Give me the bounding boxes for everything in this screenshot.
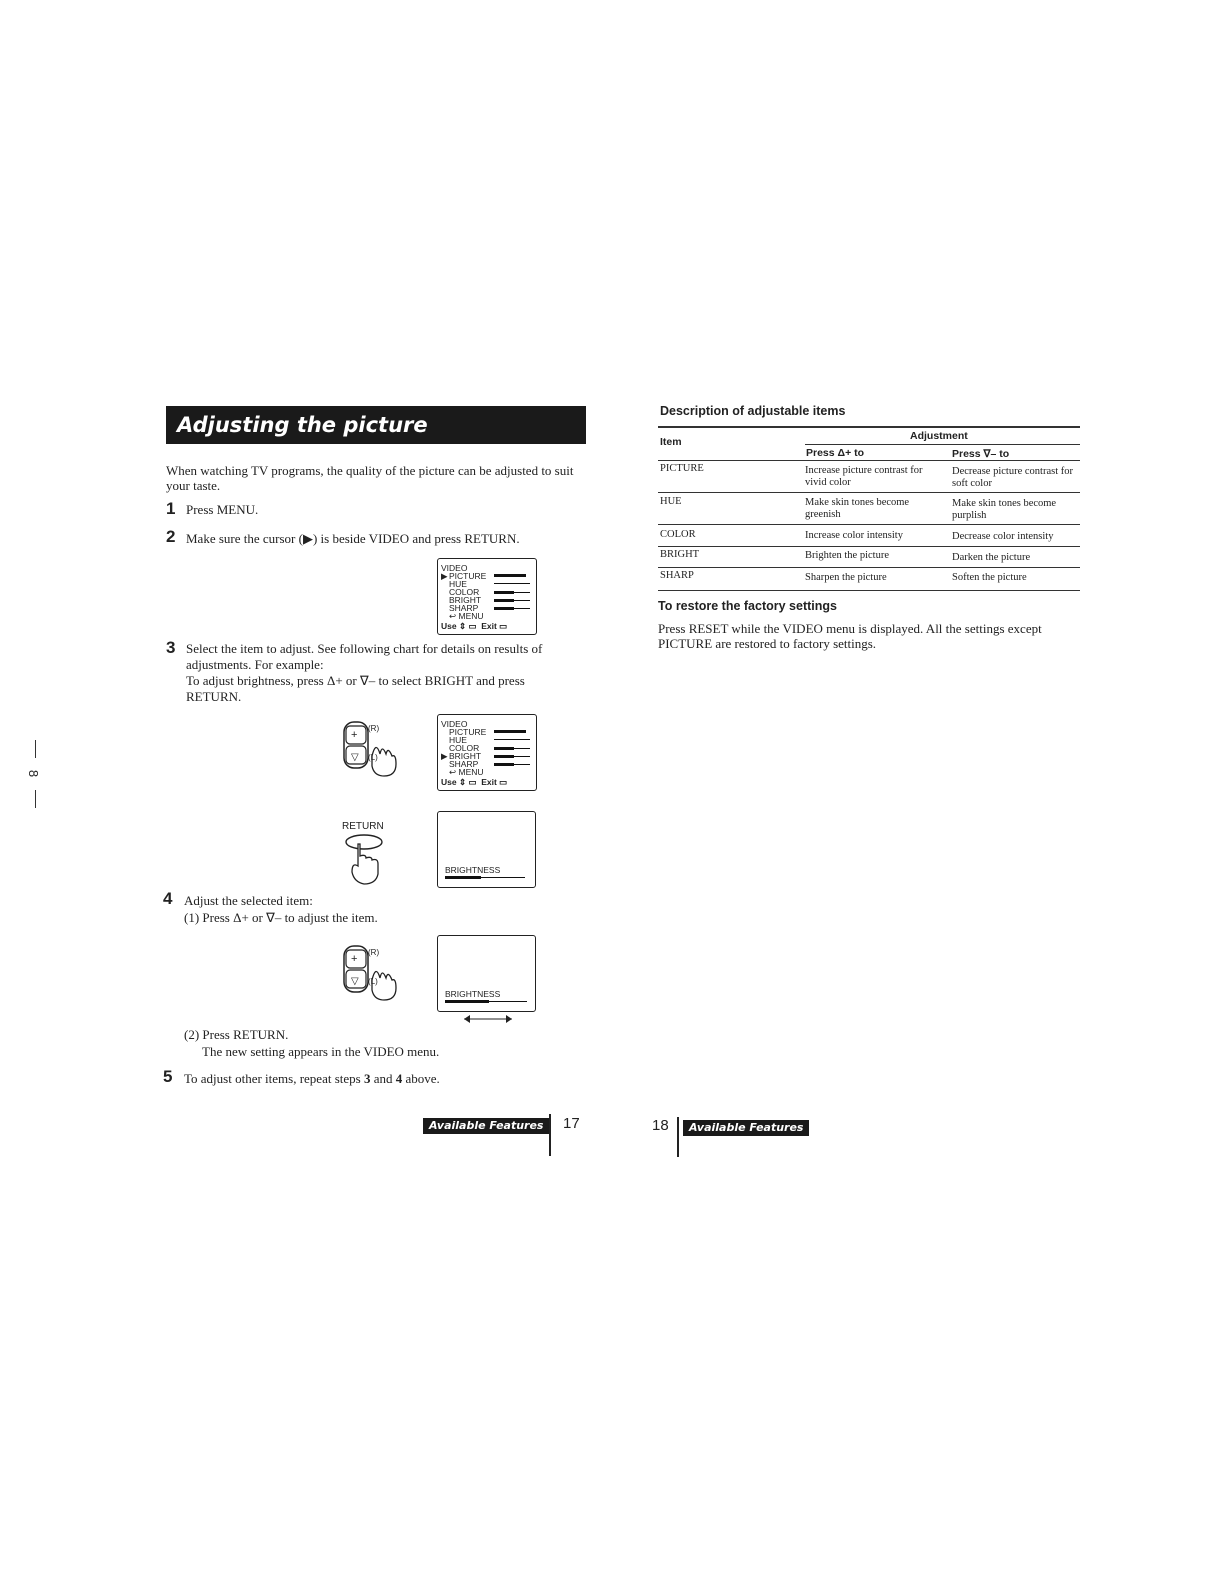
hue-level-line (494, 583, 530, 584)
table-cell-plus: Brighten the picture (805, 550, 889, 561)
osd-exit-label: Exit (481, 621, 497, 631)
margin-mark: 8 (26, 769, 42, 778)
osd-use-label: Use (441, 621, 457, 631)
video-menu-screen-2 (437, 714, 537, 791)
table-cell-plus: Increase color intensity (805, 530, 903, 541)
page-title: Adjusting the picture (166, 406, 586, 444)
osd-item-picture: PICTURE (449, 727, 487, 737)
svg-text:+: + (351, 729, 358, 741)
osd-title: VIDEO (441, 719, 468, 729)
brightness-screen-2 (437, 935, 536, 1012)
remote-r-label: (R) (368, 948, 380, 957)
page-number: 17 (563, 1115, 580, 1132)
remote-l-label: (L) (368, 753, 378, 762)
svg-text:▽: ▽ (351, 976, 359, 987)
brightness-level-bar (445, 876, 481, 879)
table-cell-minus: Decrease color intensity (952, 531, 1054, 542)
step-4-number: 4 (163, 889, 173, 908)
step-3-number: 3 (166, 638, 176, 657)
osd-item-hue: HUE (449, 735, 467, 745)
step-3-text: Select the item to adjust. See following chart for details on results of adjustments. For example: (186, 641, 543, 672)
col-header-adjustment: Adjustment (910, 430, 968, 442)
osd-menu-label: MENU (458, 611, 484, 621)
step-4-sub1: (1) Press Δ+ or ∇– to adjust the item. (184, 910, 378, 925)
brightness-screen-1 (437, 811, 536, 888)
osd-item-hue: HUE (449, 579, 467, 589)
brightness-level-bar (445, 1000, 489, 1003)
restore-heading: To restore the factory settings (658, 599, 837, 613)
cursor-icon: ▶ (441, 751, 448, 761)
intro-text: When watching TV programs, the quality of the picture can be adjusted to suit your taste. (166, 463, 574, 493)
osd-exit-label: Exit (481, 777, 497, 787)
osd-item-sharp: SHARP (449, 603, 479, 613)
osd-title: VIDEO (441, 563, 468, 573)
table-cell-minus: Soften the picture (952, 572, 1027, 583)
page-number: 18 (652, 1117, 669, 1134)
osd-item-menu: ↩ MENU (449, 611, 484, 621)
step-2-text: Make sure the cursor (▶) is beside VIDEO and press RETURN. (186, 531, 520, 546)
table-cell-item: SHARP (660, 570, 694, 581)
table-cell-minus: Darken the picture (952, 552, 1031, 563)
table-cell-minus: Make skin tones become purplish (952, 498, 1057, 521)
osd-menu-label: MENU (458, 767, 484, 777)
step-5-number: 5 (163, 1067, 173, 1086)
osd-item-bright: BRIGHT (449, 751, 482, 761)
osd-footer: Use ⇕ ▭ Exit ▭ (441, 777, 508, 787)
svg-text:▽: ▽ (351, 752, 359, 763)
table-cell-item: PICTURE (660, 463, 704, 474)
footer-divider (677, 1117, 679, 1157)
table-cell-item: COLOR (660, 529, 696, 540)
footer-section-label: Available Features (683, 1120, 809, 1136)
col-header-item: Item (660, 436, 682, 448)
footer-divider (549, 1114, 551, 1156)
table-cell-item: BRIGHT (660, 549, 700, 560)
step-4-sub2-detail: The new setting appears in the VIDEO menu. (202, 1044, 440, 1059)
brightness-label: BRIGHTNESS (445, 865, 501, 875)
footer-section-label: Available Features (423, 1118, 549, 1134)
table-cell-plus: Increase picture contrast for vivid color (805, 465, 923, 488)
picture-level-bar (494, 574, 526, 577)
osd-item-color: COLOR (449, 587, 480, 597)
table-cell-minus: Decrease picture contrast for soft color (952, 466, 1073, 489)
step-1-text: Press MENU. (186, 502, 259, 517)
col-header-minus: Press ∇– to (952, 448, 1010, 460)
step-3-example: To adjust brightness, press Δ+ or ∇– to select BRIGHT and press RETURN. (186, 673, 525, 704)
return-button-icon (344, 834, 384, 886)
svg-text:+: + (351, 953, 358, 965)
color-level-bar (494, 591, 514, 594)
osd-footer: Use ⇕ ▭ Exit ▭ (441, 621, 508, 631)
remote-l-label: (L) (368, 977, 378, 986)
osd-item-bright: BRIGHT (449, 595, 482, 605)
table-title: Description of adjustable items (660, 404, 846, 418)
step-5-text: To adjust other items, repeat steps 3 and 4 above. (184, 1071, 440, 1086)
osd-item-menu: ↩ MENU (449, 767, 484, 777)
cursor-icon: ▶ (441, 571, 448, 581)
adjust-range-arrow-icon (460, 1013, 516, 1023)
osd-item-sharp: SHARP (449, 759, 479, 769)
bright-level-bar (494, 599, 514, 602)
step-4-sub2: (2) Press RETURN. (184, 1027, 289, 1042)
step-4-text: Adjust the selected item: (184, 893, 313, 908)
table-cell-plus: Sharpen the picture (805, 572, 887, 583)
remote-r-label: (R) (368, 724, 380, 733)
step-2-number: 2 (166, 527, 176, 546)
return-label: RETURN (342, 821, 384, 832)
table-cell-item: HUE (660, 496, 682, 507)
brightness-label: BRIGHTNESS (445, 989, 501, 999)
step-1-number: 1 (166, 499, 176, 518)
col-header-plus: Press Δ+ to (806, 447, 865, 459)
osd-item-color: COLOR (449, 743, 480, 753)
video-menu-screen-1 (437, 558, 537, 635)
restore-text: Press RESET while the VIDEO menu is displayed. All the settings except PICTURE are restored to factory settings. (658, 621, 1042, 651)
osd-use-label: Use (441, 777, 457, 787)
osd-item-picture: PICTURE (449, 571, 487, 581)
sharp-level-bar (494, 607, 514, 610)
table-cell-plus: Make skin tones become greenish (805, 497, 910, 520)
